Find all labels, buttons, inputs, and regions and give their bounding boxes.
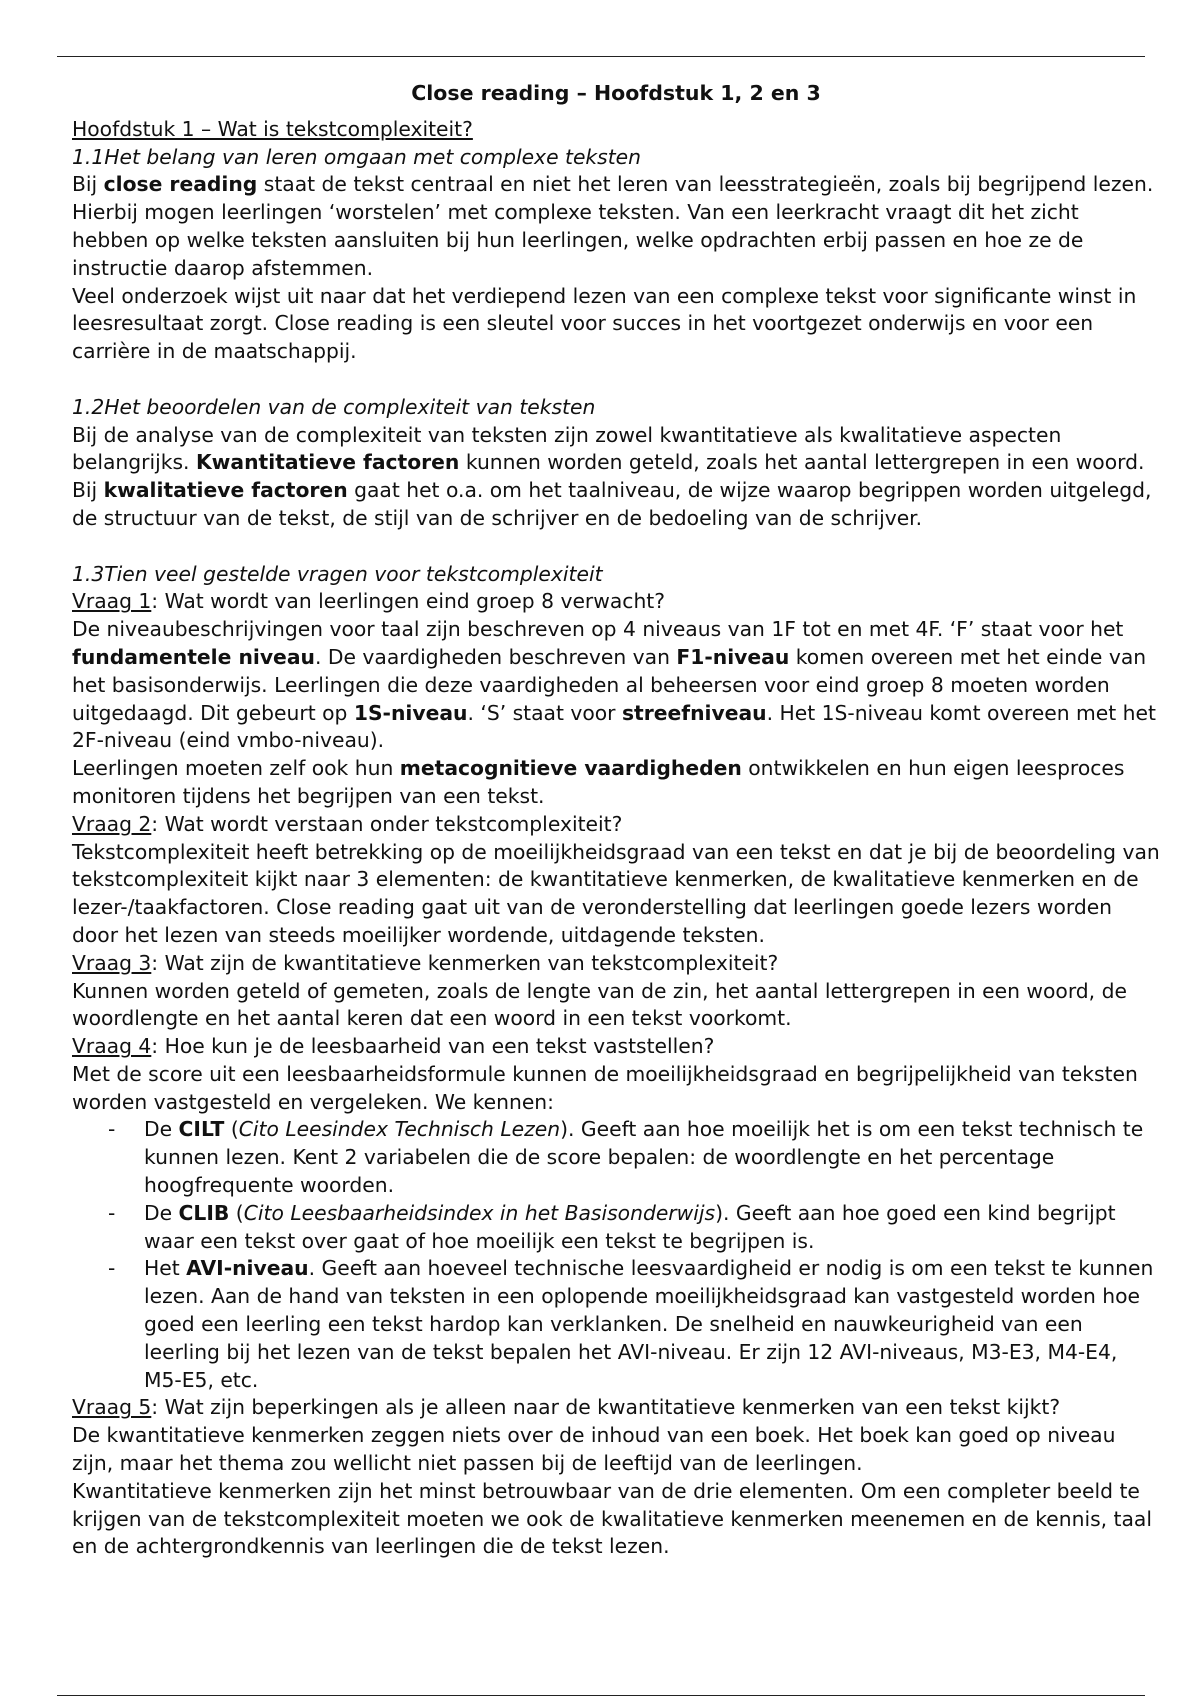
question-2: Vraag 2: Wat wordt verstaan onder tekstcomplexiteit? (72, 811, 623, 836)
document-page (72, 80, 1160, 1561)
spacer (72, 366, 1160, 394)
section-heading-1-2: 1.2Het beoordelen van de complexiteit van teksten (72, 394, 596, 419)
paragraph-1-1-a: Bij close reading staat de tekst centraal en niet het leren van leesstrategieën, zoals bij begrijpend lezen. Hierbij mogen leerlingen ‘worstelen’ met complexe teksten. Van een leerkracht vraagt dit het zicht hebben op welke teksten aansluiten bij hun leerlingen, welke opdrachten erbij passen en hoe ze de instructie daarop afstemmen. (72, 172, 1154, 280)
question-1: Vraag 1: Wat wordt van leerlingen eind groep 8 verwacht? (72, 589, 666, 614)
term-kwantitatieve-factoren: Kwantitatieve factoren (195, 450, 460, 475)
readability-list (72, 1116, 1160, 1394)
answer-2: Tekstcomplexiteit heeft betrekking op de moeilijkheidsgraad van een tekst en dat je bij de beoordeling van tekstcomplexiteit kijkt naar 3 elementen: de kwantitatieve kenmerken, de kwalitatieve kenmerken en de lezer-/taakfactoren. Close reading gaat uit van de veronderstelling dat leerlingen goede lezers worden door het lezen van steeds moeilijker wordende, uitdagende teksten. (72, 839, 1160, 947)
question-label: Vraag 3 (72, 950, 152, 975)
question-label: Vraag 2 (72, 811, 152, 836)
spacer (72, 533, 1160, 561)
chapter-heading: Hoofdstuk 1 – Wat is tekstcomplexiteit? (72, 116, 473, 141)
section-heading-1-3: 1.3Tien veel gestelde vragen voor tekstcomplexiteit (72, 561, 603, 586)
question-label: Vraag 5 (72, 1395, 152, 1420)
term-kwalitatieve-factoren: kwalitatieve factoren (103, 478, 348, 503)
header-rule (57, 56, 1145, 57)
answer-1-a: De niveaubeschrijvingen voor taal zijn beschreven op 4 niveaus van 1F tot en met 4F. ‘F’ staat voor het fundamentele niveau. De vaardigheden beschreven van F1-niveau komen overeen met het einde van het basisonderwijs. Leerlingen die deze vaardigheden al beheersen voor eind groep 8 moeten worden uitgedaagd. Dit gebeurt op 1S-niveau. ‘S’ staat voor streefniveau. Het 1S-niveau komt overeen met het 2F-niveau (eind vmbo-niveau). (72, 617, 1156, 753)
list-item: - De CILT (Cito Leesindex Technisch Lezen). Geeft aan hoe moeilijk het is om een tekst technisch te kunnen lezen. Kent 2 variabelen die de score bepalen: de woordlengte en het percentage hoogfrequente woorden. (144, 1116, 1160, 1199)
section-heading-1-1: 1.1Het belang van leren omgaan met complexe teksten (72, 144, 642, 169)
footer-rule (57, 1695, 1145, 1696)
list-item: - Het AVI-niveau. Geeft aan hoeveel technische leesvaardigheid er nodig is om een tekst te kunnen lezen. Aan de hand van teksten in een oplopende moeilijkheidsgraad kan vastgesteld worden hoe goed een leerling een tekst hardop kan verklanken. De snelheid en nauwkeurigheid van een leerling bij het lezen van de tekst bepalen het AVI-niveau. Er zijn 12 AVI-niveaus, M3-E3, M4-E4, M5-E5, etc. (144, 1255, 1160, 1394)
question-label: Vraag 4 (72, 1034, 152, 1059)
answer-3: Kunnen worden geteld of gemeten, zoals de lengte van de zin, het aantal lettergrepen in een woord, de woordlengte en het aantal keren dat een woord in een tekst voorkomt. (72, 978, 1127, 1031)
paragraph-1-2: Bij de analyse van de complexiteit van teksten zijn zowel kwantitatieve als kwalitatieve aspecten belangrijks. Kwantitatieve factoren kunnen worden geteld, zoals het aantal lettergrepen in een woord. Bij kwalitatieve factoren gaat het o.a. om het taalniveau, de wijze waarop begrippen worden uitgelegd, de structuur van de tekst, de stijl van de schrijver en de bedoeling van de schrijver. (72, 422, 1152, 530)
answer-5-b: Kwantitatieve kenmerken zijn het minst betrouwbaar van de drie elementen. Om een completer beeld te krijgen van de tekstcomplexiteit moeten we ook de kwalitatieve kenmerken meenemen en de kennis, taal en de achtergrondkennis van leerlingen die de tekst lezen. (72, 1478, 1152, 1559)
list-item: - De CLIB (Cito Leesbaarheidsindex in het Basisonderwijs). Geeft aan hoe goed een kind begrijpt waar een tekst over gaat of hoe moeilijk een tekst te begrijpen is. (144, 1200, 1160, 1256)
page-title: Close reading – Hoofdstuk 1, 2 en 3 (411, 81, 821, 105)
answer-1-b: Leerlingen moeten zelf ook hun metacognitieve vaardigheden ontwikkelen en hun eigen leesproces monitoren tijdens het begrijpen van een tekst. (72, 756, 1125, 808)
question-5: Vraag 5: Wat zijn beperkingen als je alleen naar de kwantitatieve kenmerken van een tekst kijkt? (72, 1395, 1061, 1420)
answer-5-a: De kwantitatieve kenmerken zeggen niets over de inhoud van een boek. Het boek kan goed op niveau zijn, maar het thema zou wellicht niet passen bij de leeftijd van de leerlingen. (72, 1423, 1116, 1476)
answer-4: Met de score uit een leesbaarheidsformule kunnen de moeilijkheidsgraad en begrijpelijkheid van teksten worden vastgesteld en vergeleken. We kennen: (72, 1061, 1138, 1114)
paragraph-1-1-b: Veel onderzoek wijst uit naar dat het verdiepend lezen van een complexe tekst voor significante winst in leesresultaat zorgt. Close reading is een sleutel voor succes in het voortgezet onderwijs en voor een carrière in de maatschappij. (72, 283, 1137, 364)
question-4: Vraag 4: Hoe kun je de leesbaarheid van een tekst vaststellen? (72, 1034, 715, 1059)
question-label: Vraag 1 (72, 589, 152, 614)
question-3: Vraag 3: Wat zijn de kwantitatieve kenmerken van tekstcomplexiteit? (72, 950, 779, 975)
term-close-reading: close reading (103, 172, 258, 197)
